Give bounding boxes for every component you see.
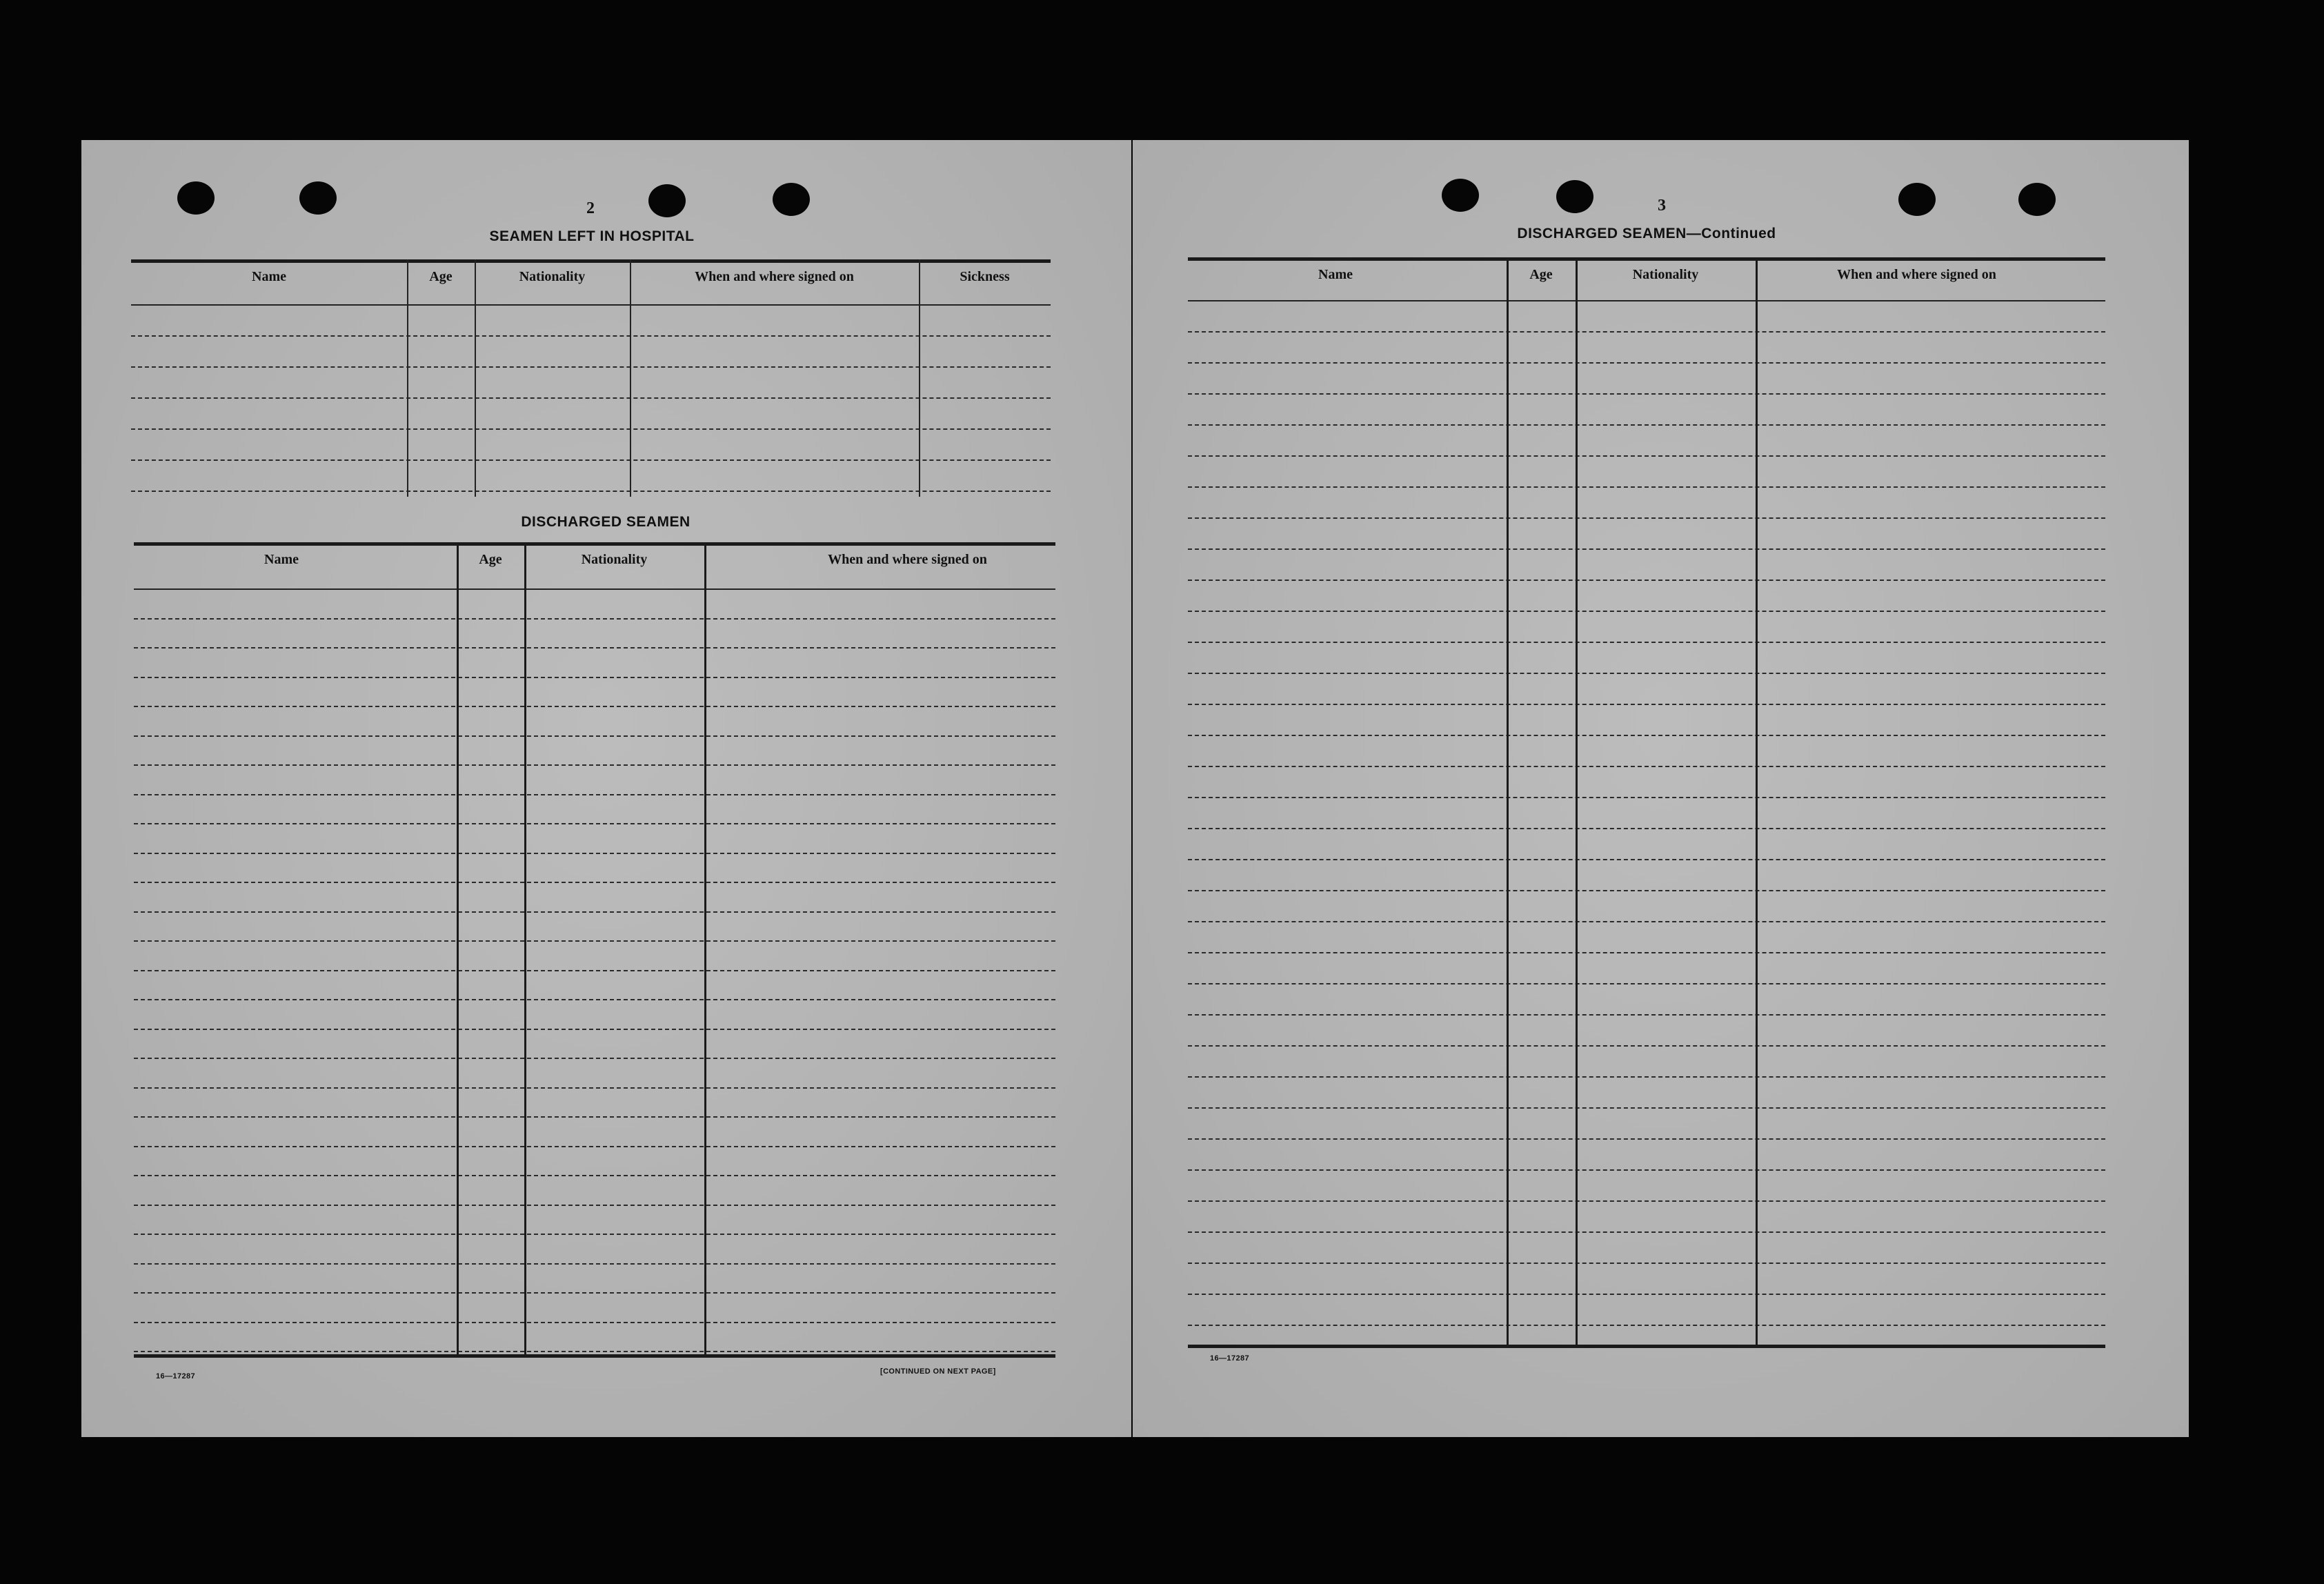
row-rule bbox=[1188, 1325, 2105, 1326]
row-rule bbox=[134, 1322, 1055, 1323]
row-rule bbox=[134, 853, 1055, 854]
row-rule bbox=[1188, 1076, 2105, 1078]
table-bottom-rule bbox=[134, 1354, 1055, 1358]
form-number: 16—17287 bbox=[1210, 1354, 1250, 1363]
row-rule bbox=[134, 882, 1055, 883]
row-rule bbox=[134, 1029, 1055, 1030]
punch-hole bbox=[1556, 180, 1593, 213]
form-number: 16—17287 bbox=[156, 1372, 196, 1380]
column-header: Age bbox=[479, 552, 502, 567]
row-rule bbox=[1188, 673, 2105, 674]
column-divider bbox=[1756, 257, 1758, 1345]
row-rule bbox=[134, 1116, 1055, 1118]
row-rule bbox=[134, 706, 1055, 707]
row-rule bbox=[134, 823, 1055, 824]
row-rule bbox=[131, 491, 1051, 492]
header-rule bbox=[134, 588, 1055, 590]
column-header: Age bbox=[429, 269, 453, 284]
row-rule bbox=[134, 618, 1055, 620]
discharged-section-title: DISCHARGED SEAMEN bbox=[521, 514, 691, 530]
row-rule bbox=[1188, 1107, 2105, 1109]
row-rule bbox=[1188, 1200, 2105, 1202]
row-rule bbox=[134, 1058, 1055, 1059]
column-divider bbox=[475, 259, 476, 497]
row-rule bbox=[1188, 642, 2105, 643]
punch-hole bbox=[299, 181, 337, 215]
row-rule bbox=[134, 677, 1055, 678]
row-rule bbox=[1188, 580, 2105, 581]
row-rule bbox=[134, 647, 1055, 649]
header-rule bbox=[131, 304, 1051, 306]
row-rule bbox=[1188, 952, 2105, 953]
row-rule bbox=[1188, 486, 2105, 488]
column-header: When and where signed on bbox=[1837, 267, 1996, 282]
row-rule bbox=[131, 428, 1051, 430]
row-rule bbox=[134, 1205, 1055, 1206]
row-rule bbox=[1188, 548, 2105, 550]
column-header: When and where signed on bbox=[695, 269, 854, 284]
column-header: Name bbox=[264, 552, 299, 567]
row-rule bbox=[134, 764, 1055, 766]
punch-hole bbox=[177, 181, 215, 215]
column-header: Nationality bbox=[519, 269, 586, 284]
continued-note: [CONTINUED ON NEXT PAGE] bbox=[880, 1367, 996, 1376]
row-rule bbox=[1188, 1294, 2105, 1295]
row-rule bbox=[1188, 797, 2105, 798]
table-top-rule bbox=[134, 542, 1055, 546]
column-header: When and where signed on bbox=[828, 552, 987, 567]
row-rule bbox=[134, 1087, 1055, 1089]
row-rule bbox=[1188, 455, 2105, 457]
row-rule bbox=[134, 1234, 1055, 1235]
row-rule bbox=[1188, 362, 2105, 364]
row-rule bbox=[1188, 828, 2105, 829]
row-rule bbox=[134, 1292, 1055, 1294]
row-rule bbox=[1188, 517, 2105, 519]
row-rule bbox=[134, 911, 1055, 913]
column-divider bbox=[524, 542, 526, 1354]
row-rule bbox=[134, 970, 1055, 971]
column-header: Age bbox=[1529, 267, 1553, 282]
column-divider bbox=[704, 542, 706, 1354]
punch-hole bbox=[648, 184, 686, 217]
column-header: Nationality bbox=[1632, 267, 1699, 282]
row-rule bbox=[1188, 704, 2105, 705]
table-top-rule bbox=[1188, 257, 2105, 261]
row-rule bbox=[1188, 890, 2105, 891]
row-rule bbox=[1188, 766, 2105, 767]
row-rule bbox=[131, 397, 1051, 399]
row-rule bbox=[1188, 393, 2105, 395]
left-page bbox=[81, 140, 1131, 1437]
column-divider bbox=[919, 259, 920, 497]
punch-hole bbox=[773, 183, 810, 216]
right-page bbox=[1133, 140, 2189, 1437]
row-rule bbox=[134, 999, 1055, 1000]
row-rule bbox=[1188, 1169, 2105, 1171]
row-rule bbox=[1188, 859, 2105, 860]
column-header: Sickness bbox=[960, 269, 1010, 284]
row-rule bbox=[134, 794, 1055, 795]
column-header: Name bbox=[1318, 267, 1353, 282]
row-rule bbox=[1188, 1231, 2105, 1233]
row-rule bbox=[1188, 1263, 2105, 1264]
column-header: Nationality bbox=[581, 552, 648, 567]
row-rule bbox=[131, 335, 1051, 337]
discharged-continued-title: DISCHARGED SEAMEN—Continued bbox=[1517, 226, 1776, 241]
header-rule bbox=[1188, 300, 2105, 301]
table-bottom-rule bbox=[1188, 1345, 2105, 1348]
row-rule bbox=[1188, 983, 2105, 984]
row-rule bbox=[134, 1146, 1055, 1147]
row-rule bbox=[134, 1263, 1055, 1265]
table-top-rule bbox=[131, 259, 1051, 263]
row-rule bbox=[134, 1351, 1055, 1352]
row-rule bbox=[131, 459, 1051, 461]
column-divider bbox=[457, 542, 459, 1354]
column-header: Name bbox=[252, 269, 286, 284]
row-rule bbox=[131, 366, 1051, 368]
row-rule bbox=[1188, 331, 2105, 333]
page-number: 2 bbox=[586, 199, 595, 217]
row-rule bbox=[1188, 735, 2105, 736]
page-number: 3 bbox=[1658, 197, 1666, 215]
row-rule bbox=[1188, 611, 2105, 612]
punch-hole bbox=[1898, 183, 1936, 216]
row-rule bbox=[1188, 1045, 2105, 1047]
row-rule bbox=[1188, 1014, 2105, 1016]
column-divider bbox=[1576, 257, 1578, 1345]
row-rule bbox=[134, 940, 1055, 942]
row-rule bbox=[1188, 921, 2105, 922]
hospital-section-title: SEAMEN LEFT IN HOSPITAL bbox=[489, 228, 695, 244]
row-rule bbox=[134, 1175, 1055, 1176]
column-divider bbox=[407, 259, 408, 497]
row-rule bbox=[134, 735, 1055, 737]
row-rule bbox=[1188, 424, 2105, 426]
punch-hole bbox=[2018, 183, 2056, 216]
punch-hole bbox=[1442, 179, 1479, 212]
column-divider bbox=[1507, 257, 1509, 1345]
row-rule bbox=[1188, 1138, 2105, 1140]
column-divider bbox=[630, 259, 631, 497]
